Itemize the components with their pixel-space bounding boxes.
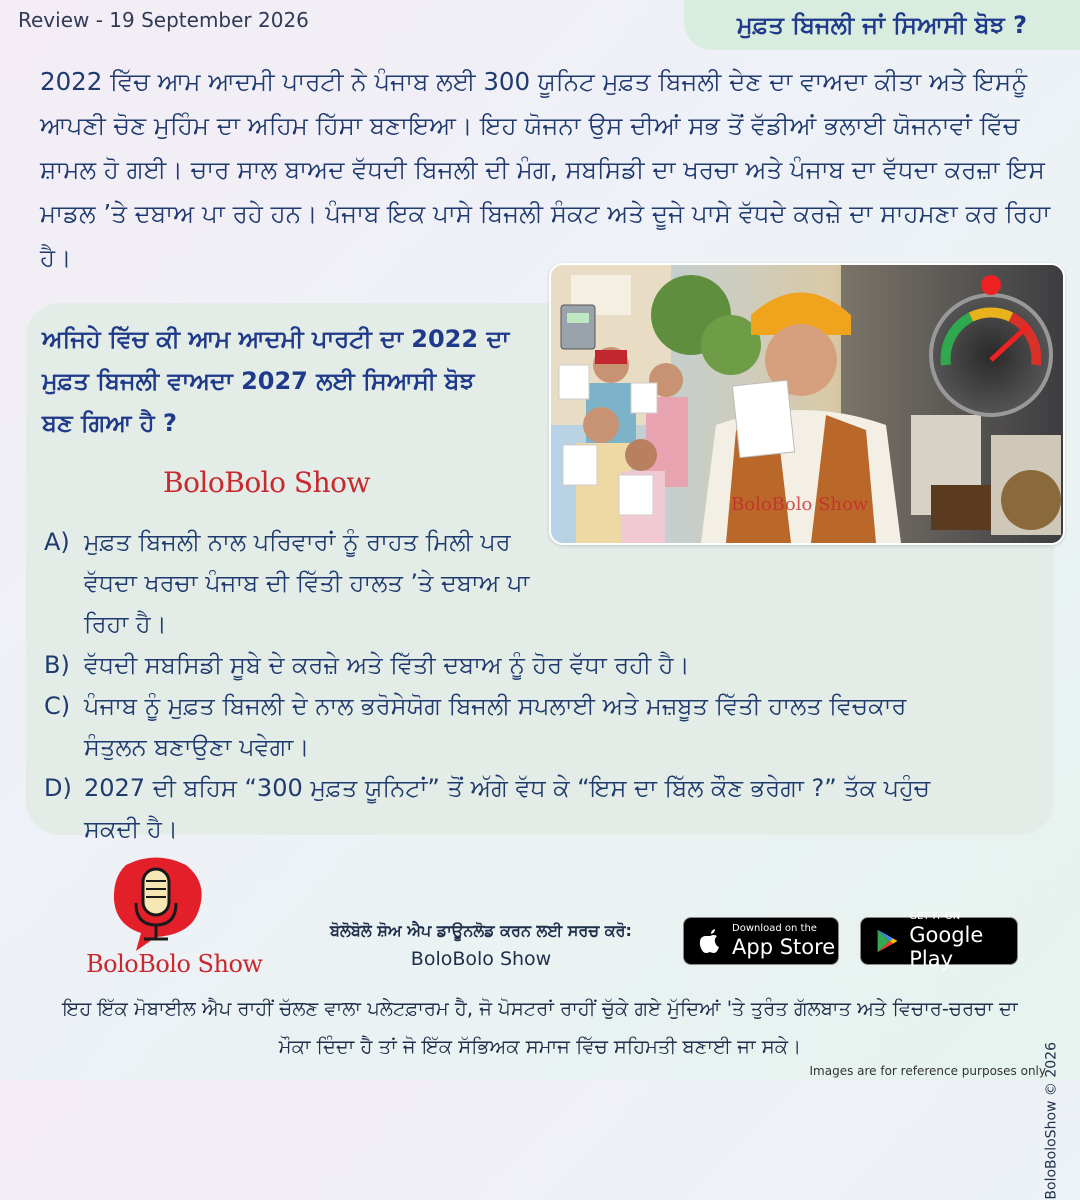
footer-brand: BoloBolo Show <box>86 950 263 978</box>
app-store-big: App Store <box>732 935 836 959</box>
options-list <box>44 522 1044 850</box>
bottom-note: ਇਹ ਇੱਕ ਮੋਬਾਈਲ ਐਪ ਰਾਹੀਂ ਚੱਲਣ ਵਾਲਾ ਪਲੇਟਫ਼ਾਰਮ ਹੈ, ਜੋ ਪੋਸਟਰਾਂ ਰਾਹੀਂ ਚੁੱਕੇ ਗਏ ਮੁੱਦਿਆਂ 'ਤੇ ਤੁਰੰਤ ਗੱਲਬਾਤ ਅਤੇ ਵਿਚਾਰ-ਚਰਚਾ ਦਾ ਮੌਕਾ ਦਿੰਦਾ ਹੈ ਤਾਂ ਜੋ ਇੱਕ ਸੱਭਿਅਕ ਸਮਾਜ ਵਿੱਚ ਸਹਿਮਤੀ ਬਣਾਈ ਜਾ ਸਕੇ। <box>62 997 1018 1058</box>
google-play-button[interactable] <box>860 911 1018 971</box>
microphone-speech-bubble-icon <box>86 855 246 955</box>
option-text: ਮੁਫ਼ਤ ਬਿਜਲੀ ਨਾਲ ਪਰਿਵਾਰਾਂ ਨੂੰ ਰਾਹਤ ਮਿਲੀ ਪਰ ਵੱਧਦਾ ਖਰਚਾ ਪੰਜਾਬ ਦੀ ਵਿੱਤੀ ਹਾਲਤ ’ਤੇ ਦਬਾਅ ਪਾ ਰਿਹਾ ਹੈ। <box>84 528 530 638</box>
option-key: D) <box>44 774 72 802</box>
option-a[interactable] <box>44 522 1044 645</box>
option-b[interactable] <box>44 645 1044 686</box>
google-play-icon <box>875 926 899 956</box>
copyright: BoloBoloShow © 2026 <box>1044 1042 1060 1200</box>
illustration-photo <box>549 263 1065 545</box>
option-text: ਪੰਜਾਬ ਨੂੰ ਮੁਫ਼ਤ ਬਿਜਲੀ ਦੇ ਨਾਲ ਭਰੋਸੇਯੋਗ ਬਿਜਲੀ ਸਪਲਾਈ ਅਤੇ ਮਜ਼ਬੂਤ ਵਿੱਤੀ ਹਾਲਤ ਵਿਚਕਾਰ ਸੰਤੁਲਨ ਬਣਾਉਣਾ ਪਵੇਗਾ। <box>84 692 907 761</box>
title-tab: ਮੁਫ਼ਤ ਬਿਜਲੀ ਜਾਂ ਸਿਆਸੀ ਬੋਝ ? <box>684 0 1080 50</box>
option-text: 2027 ਦੀ ਬਹਿਸ “300 ਮੁਫ਼ਤ ਯੂਨਿਟਾਂ” ਤੋਂ ਅੱਗੇ ਵੱਧ ਕੇ “ਇਸ ਦਾ ਬਿੱਲ ਕੌਣ ਭਰੇਗਾ ?” ਤੱਕ ਪਹੁੰਚ ਸਕਦੀ ਹੈ। <box>84 774 931 843</box>
option-key: A) <box>44 528 70 556</box>
search-app-name: BoloBolo Show <box>410 948 552 970</box>
brand-logo-text: BoloBolo Show <box>163 466 370 499</box>
app-store-small: Download on the <box>732 923 817 934</box>
review-date: Review - 19 September 2026 <box>18 8 309 32</box>
search-prompt: ਬੋਲੋਬੋਲੋ ਸ਼ੋਅ ਐਪ ਡਾਊਨਲੋਡ ਕਰਨ ਲਈ ਸਰਚ ਕਰੋ: <box>330 921 632 940</box>
option-text: ਵੱਧਦੀ ਸਬਸਿਡੀ ਸੂਬੇ ਦੇ ਕਰਜ਼ੇ ਅਤੇ ਵਿੱਤੀ ਦਬਾਅ ਨੂੰ ਹੋਰ ਵੱਧਾ ਰਹੀ ਹੈ। <box>84 651 690 679</box>
option-d[interactable] <box>44 768 1044 850</box>
google-play-small: GET IT ON <box>909 911 961 922</box>
disclaimer: Images are for reference purposes only <box>809 1064 1046 1078</box>
photo-watermark: BoloBolo Show <box>731 494 869 515</box>
app-store-button[interactable] <box>683 917 839 965</box>
intro-paragraph: 2022 ਵਿੱਚ ਆਮ ਆਦਮੀ ਪਾਰਟੀ ਨੇ ਪੰਜਾਬ ਲਈ 300 ਯੂਨਿਟ ਮੁਫ਼ਤ ਬਿਜਲੀ ਦੇਣ ਦਾ ਵਾਅਦਾ ਕੀਤਾ ਅਤੇ ਇਸਨੂੰ ਆਪਣੀ ਚੋਣ ਮੁਹਿੰਮ ਦਾ ਅਹਿਮ ਹਿੱਸਾ ਬਣਾਇਆ। ਇਹ ਯੋਜਨਾ ਉਸ ਦੀਆਂ ਸਭ ਤੋਂ ਵੱਡੀਆਂ ਭਲਾਈ ਯੋਜਨਾਵਾਂ ਵਿੱਚ ਸ਼ਾਮਲ ਹੋ ਗਈ। ਚਾਰ ਸਾਲ ਬਾਅਦ ਵੱਧਦੀ ਬਿਜਲੀ ਦੀ ਮੰਗ, ਸਬਸਿਡੀ ਦਾ ਖਰਚਾ ਅਤੇ ਪੰਜਾਬ ਦਾ ਵੱਧਦਾ ਕਰਜ਼ਾ ਇਸ ਮਾਡਲ ’ਤੇ ਦਬਾਅ ਪਾ ਰਹੇ ਹਨ। ਪੰਜਾਬ ਇਕ ਪਾਸੇ ਬਿਜਲੀ ਸੰਕਟ ਅਤੇ ਦੂਜੇ ਪਾਸੇ ਵੱਧਦੇ ਕਰਜ਼ੇ ਦਾ ਸਾਹਮਣਾ ਕਰ ਰਿਹਾ ਹੈ। <box>40 67 1051 272</box>
option-key: B) <box>44 651 70 679</box>
question-text: ਅਜਿਹੇ ਵਿੱਚ ਕੀ ਆਮ ਆਦਮੀ ਪਾਰਟੀ ਦਾ 2022 ਦਾ ਮੁਫ਼ਤ ਬਿਜਲੀ ਵਾਅਦਾ 2027 ਲਈ ਸਿਆਸੀ ਬੋਝ ਬਣ ਗਿਆ ਹੈ ? <box>42 325 510 437</box>
google-play-big: Google Play <box>909 923 984 971</box>
option-c[interactable] <box>44 686 1044 768</box>
option-key: C) <box>44 692 71 720</box>
apple-icon <box>698 927 722 955</box>
